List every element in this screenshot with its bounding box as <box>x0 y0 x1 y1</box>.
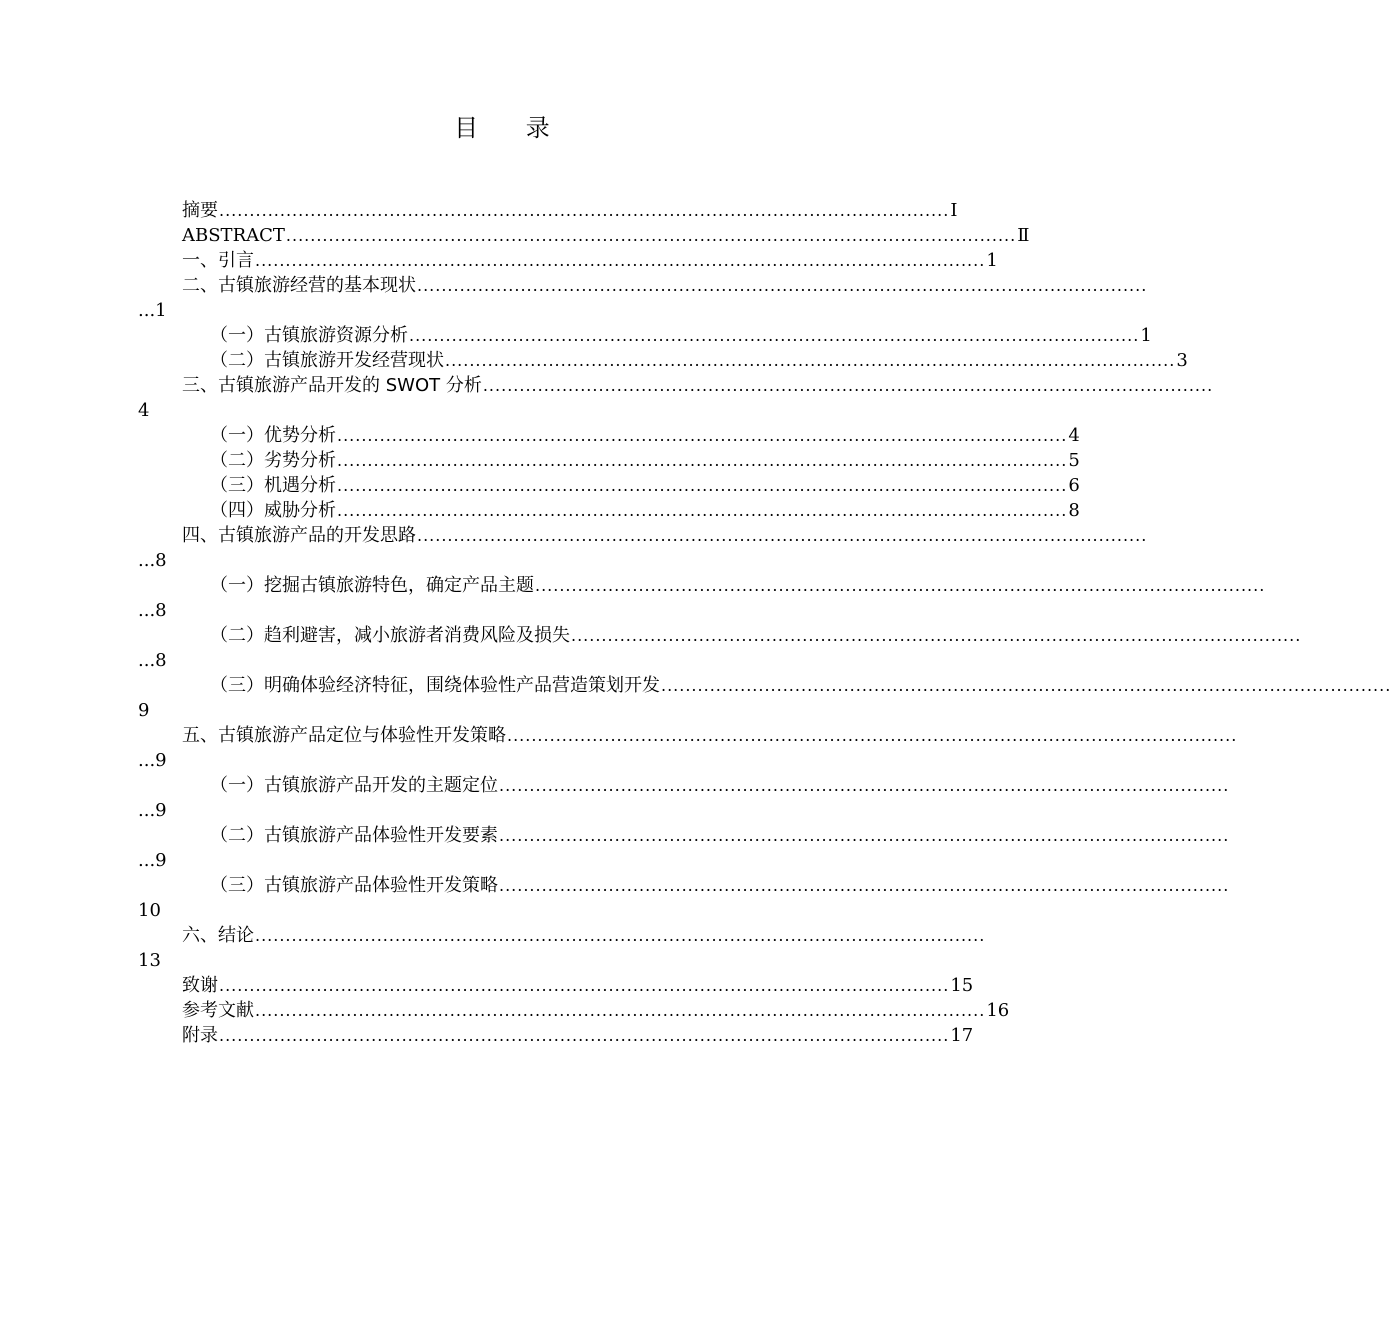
toc-entry-page: 1 <box>986 250 998 271</box>
toc-entry-4-2[interactable]: （二）趋利避害，减小旅游者消费风险及损失 ........................................................................................................................ <box>210 623 882 649</box>
toc-title: 目 录 <box>454 114 570 142</box>
toc-entry-label: 摘要 <box>182 200 218 221</box>
toc-entry-3-2[interactable]: （二）劣势分析 ........................................................................................................................ 5 <box>210 448 880 474</box>
toc-entry-page: 17 <box>950 1025 974 1046</box>
toc-entry-3-3[interactable]: （三）机遇分析 ........................................................................................................................ 6 <box>210 473 880 499</box>
toc-entry-page: Ⅱ <box>1017 225 1030 246</box>
toc-entry-references[interactable]: 参考文献 ........................................................................................................................ 16 <box>182 998 872 1024</box>
toc-entry-label: ABSTRACT <box>182 225 285 246</box>
toc-entry-label: 附录 <box>182 1025 218 1046</box>
toc-entry-page: 15 <box>950 975 974 996</box>
toc-entry-label: （四）威胁分析 <box>210 500 336 521</box>
toc-entry-label: （二）趋利避害，减小旅游者消费风险及损失 <box>210 625 570 646</box>
toc-entry-page: 8 <box>1068 500 1080 521</box>
toc-entry-page: ...8 <box>138 600 167 621</box>
toc-entry-label: 四、古镇旅游产品的开发思路 <box>182 525 416 546</box>
toc-entry-5-2[interactable]: （二）古镇旅游产品体验性开发要素 ........................................................................................................................ <box>210 823 882 849</box>
toc-entry-page: ...9 <box>138 750 167 771</box>
toc-entry-intro[interactable]: 一、引言 ........................................................................................................................ 1 <box>182 248 880 274</box>
toc-entry-abstract-en[interactable]: ABSTRACT ........................................................................................................................ Ⅱ <box>182 223 876 249</box>
toc-entry-page: 3 <box>1176 350 1188 371</box>
toc-entry-page: 10 <box>138 900 161 921</box>
toc-entry-page: 6 <box>1068 475 1080 496</box>
toc-entry-section-6[interactable]: 六、结论 ........................................................................................................................ <box>182 923 882 949</box>
toc-entry-label: （一）挖掘古镇旅游特色，确定产品主题 <box>210 575 534 596</box>
toc-entry-label: 五、古镇旅游产品定位与体验性开发策略 <box>182 725 506 746</box>
toc-entry-label: 六、结论 <box>182 925 254 946</box>
toc-entry-5-1[interactable]: （一）古镇旅游产品开发的主题定位 ........................................................................................................................ <box>210 773 882 799</box>
toc-entry-appendix[interactable]: 附录 ........................................................................................................................ 17 <box>182 1023 872 1049</box>
toc-entry-label: 一、引言 <box>182 250 254 271</box>
toc-entry-4-3[interactable]: （三）明确体验经济特征，围绕体验性产品营造策划开发 ........................................................................................................................ <box>210 673 882 699</box>
toc-entry-page: 4 <box>138 400 150 421</box>
toc-entry-page: 5 <box>1068 450 1080 471</box>
toc-entry-2-2[interactable]: （二）古镇旅游开发经营现状 ........................................................................................................................ 3 <box>210 348 878 374</box>
toc-entry-page: 9 <box>138 700 150 721</box>
toc-entry-label: （三）古镇旅游产品体验性开发策略 <box>210 875 498 896</box>
toc-entry-page: ...8 <box>138 650 167 671</box>
toc-entry-label: （三）明确体验经济特征，围绕体验性产品营造策划开发 <box>210 675 660 696</box>
toc-entry-page: 4 <box>1068 425 1080 446</box>
toc-entry-page: 16 <box>986 1000 1010 1021</box>
toc-entry-section-4[interactable]: 四、古镇旅游产品的开发思路 ........................................................................................................................ <box>182 523 882 549</box>
toc-entry-label: 二、古镇旅游经营的基本现状 <box>182 275 416 296</box>
toc-entry-page: ...1 <box>138 300 167 321</box>
toc-entry-label: 三、古镇旅游产品开发的 SWOT 分析 <box>182 375 482 396</box>
toc-entry-label: （二）古镇旅游产品体验性开发要素 <box>210 825 498 846</box>
toc-entry-acknowledgement[interactable]: 致谢 ........................................................................................................................ 15 <box>182 973 872 999</box>
toc-entry-section-2[interactable]: 二、古镇旅游经营的基本现状 ........................................................................................................................ <box>182 273 882 299</box>
toc-entry-label: （一）古镇旅游产品开发的主题定位 <box>210 775 498 796</box>
toc-entry-label: （一）优势分析 <box>210 425 336 446</box>
toc-entry-2-1[interactable]: （一）古镇旅游资源分析 ........................................................................................................................ 1 <box>210 323 878 349</box>
toc-entry-page: ...8 <box>138 550 167 571</box>
toc-entry-5-3[interactable]: （三）古镇旅游产品体验性开发策略 ........................................................................................................................ <box>210 873 882 899</box>
toc-entry-section-5[interactable]: 五、古镇旅游产品定位与体验性开发策略 ........................................................................................................................ <box>182 723 882 749</box>
toc-entry-page: ...9 <box>138 850 167 871</box>
toc-entry-page: Ⅰ <box>950 200 958 221</box>
toc-entry-page: 1 <box>1140 325 1152 346</box>
toc-entry-3-4[interactable]: （四）威胁分析 ........................................................................................................................ 8 <box>210 498 880 524</box>
toc-entry-4-1[interactable]: （一）挖掘古镇旅游特色，确定产品主题 ........................................................................................................................ <box>210 573 882 599</box>
toc-entry-label: （二）劣势分析 <box>210 450 336 471</box>
toc-entry-label: （一）古镇旅游资源分析 <box>210 325 408 346</box>
toc-entry-abstract-cn[interactable]: 摘要 ........................................................................................................................ Ⅰ <box>182 198 872 224</box>
toc-entry-page: 13 <box>138 950 161 971</box>
toc-entry-label: （三）机遇分析 <box>210 475 336 496</box>
toc-entry-page: ...9 <box>138 800 167 821</box>
toc-entry-label: 参考文献 <box>182 1000 254 1021</box>
toc-entry-label: （二）古镇旅游开发经营现状 <box>210 350 444 371</box>
toc-entry-label: 致谢 <box>182 975 218 996</box>
toc-entry-3-1[interactable]: （一）优势分析 ........................................................................................................................ 4 <box>210 423 880 449</box>
toc-entry-section-3[interactable]: 三、古镇旅游产品开发的 SWOT 分析 ........................................................................................................................ <box>182 373 882 399</box>
